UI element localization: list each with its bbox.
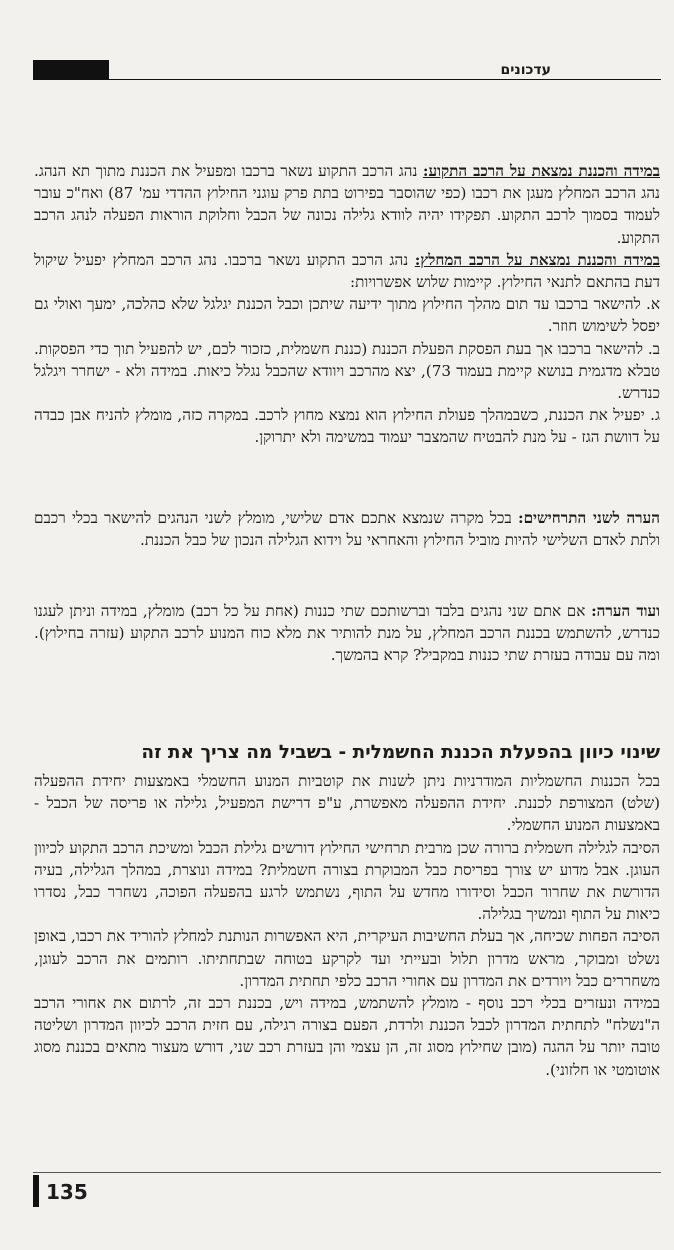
footer-black-mark	[33, 1175, 39, 1207]
section-heading: שינוי כיוון בהפעלת הכננת החשמלית - בשביל מה צריך את זה	[141, 742, 660, 763]
lead-another-note: ועוד הערה:	[591, 602, 660, 620]
paragraph-rescue-vehicle-winch	[34, 249, 660, 293]
page-number: 135	[46, 1180, 88, 1204]
paragraph-reason-electric: הסיבה לגלילה חשמלית ברורה שכן מרבית תרחישי החילוץ דורשים גלילת הכבל ומשיכת הרכב התקוע לכיוון העוגן. אבל מדוע יש צורך בפריסת כבל המבוקרת בצורה חשמלית? במידה ונוצרת, במהלך הגלילה, בעיה הדורשת את שחרור הכבל וסידורו מחדש על התוף, נשתמש לרגע בהפעלה הפוכה, נשחרר כבל, נסדרו כיאות על התוף ונמשיך בגלילה.	[34, 838, 660, 924]
paragraph-reason-slope: הסיבה הפחות שכיחה, אך בעלת החשיבות העיקרית, היא האפשרות הנותנת למחלץ להוריד את רכבו, באופן נשלט ומבוקר, מראש מדרון תלול ובעייתי ועד לקרקע בטוחה שבתחתיתו. רותמים את הרכב לעוגן, משחררים כבל ויורדים את המדרון עם אחורי הרכב כלפי תחתית המדרון.	[34, 927, 660, 990]
paragraph-note-both	[34, 507, 660, 551]
lead-rescue-vehicle: במידה והכננת נמצאת על הרכב המחלץ:	[414, 250, 660, 269]
text-another-note: אם אתם שני נהגים בלבד וברשותכם שתי כננות (אחת על כל רכב) מומלץ, במידה וניתן לעגנו כנדרש, להשתמש בכננת הרכב המחלץ, על מנת להותיר את מלא כוח המנוע לרכב התקוע (עזרה בחילוץ). ומה עם עבודה בעזרת שתי כננות במקביל? קרא בהמשך.	[34, 602, 660, 665]
running-header	[33, 60, 661, 80]
text-rescue-vehicle: נהג הרכב התקוע נשאר ברכבו. נהג הרכב המחלץ יפעיל שיקול דעת בהתאם לתנאי החילוץ. קיימות שלוש אפשרויות:	[34, 250, 660, 292]
paragraph-polarity: בכל הכננות החשמליות המודרניות ניתן לשנות את קוטביות המנוע החשמלי באמצעות יחידת ההפעלה (שלט) המצורפת לכננת. יחידת ההפעלה מאפשרת, ע"פ דרישת המפעיל, גלילה או פריסה של הכבל - באמצעות המנוע החשמלי.	[34, 772, 660, 835]
section-direction-change	[34, 740, 660, 1081]
option-b: ב. להישאר ברכבו אך בעת הפסקת הפעלת הכננת (כננת חשמלית, כזכור לכם, יש להפעיל תוך כדי הפסקות. טבלא מדגמית בנושא קיימת בעמוד 73), יצא מהרכב ויוודא שהכבל נגלל כיאות. במידה ולא - ישחרר ויגלגל כנדרש.	[33, 339, 660, 403]
text-stuck-vehicle: נהג הרכב התקוע נשאר ברכבו ומפעיל את הכננת מתוך תא הנהג. נהג הרכב המחלץ מעגן את רכבו (כפי שהוסבר בפירוט בתת פרק עוגני החילוץ ההדדי עמ' 87) ואח"כ עובר לעמוד בסמוך לרכב התקוע. תפקידו יהיה לוודא גלילה נכונה של הכבל וחלוקת הוראות הפעלה לנהג הרכב התקוע.	[34, 162, 660, 247]
text-note-both: בכל מקרה שנמצא אתכם אדם שלישי, מומלץ לשני הנהגים להישאר בכלי רכבם ולתת לאדם השלישי להיות מוביל החילוץ והאחראי על וידוא הגלילה הנכון של כבל הכננת.	[34, 509, 660, 550]
option-c: ג. יפעיל את הכננת, כשבמהלך פעולת החילוץ הוא נמצא מחוץ לרכב. במקרה כזה, מומלץ להניח אבן כבדה על דוושת הגז - על מנת להבטיח שהמצבר יעמוד במשימה ולא יתרוקן.	[34, 406, 660, 447]
paragraph-another-note	[34, 600, 660, 667]
section-another-note	[34, 600, 660, 667]
header-title: עדכונים	[500, 62, 551, 78]
section-winch-on-vehicle	[34, 160, 660, 449]
option-a: א. להישאר ברכבו עד תום מהלך החילוץ מתוך ידיעה שיתכן וכבל הכננת יגלגל שלא כהלכה, ימעך ואולי גם יפסל לשימוש חוזר.	[34, 295, 660, 336]
lead-note-both: הערה לשני התרחישים:	[517, 509, 660, 527]
paragraph-second-vehicle: במידה ונעזרים בכלי רכב נוסף - מומלץ להשתמש, במידה ויש, בכננת רכב זה, לרתום את אחורי הרכב ה"נשלח" לתחתית המדרון לכבל הכננת ולרדת, הפעם בצורה רגילה, עם חזית הרכב לכיוון המדרון ושליטה טובה יותר על ההגה (מובן שחילוץ מסוג זה, הן עצמי והן בעזרת רכב שני, דורש מעצור מתאים בכננת מסוג אוטומטי או חלזוני).	[34, 994, 660, 1079]
paragraph-stuck-vehicle-winch	[34, 160, 660, 249]
footer-rule	[33, 1172, 661, 1173]
lead-stuck-vehicle: במידה והכננת נמצאת על הרכב התקוע:	[422, 162, 660, 180]
header-black-block	[33, 60, 109, 80]
section-note-both-scenarios	[34, 507, 660, 551]
